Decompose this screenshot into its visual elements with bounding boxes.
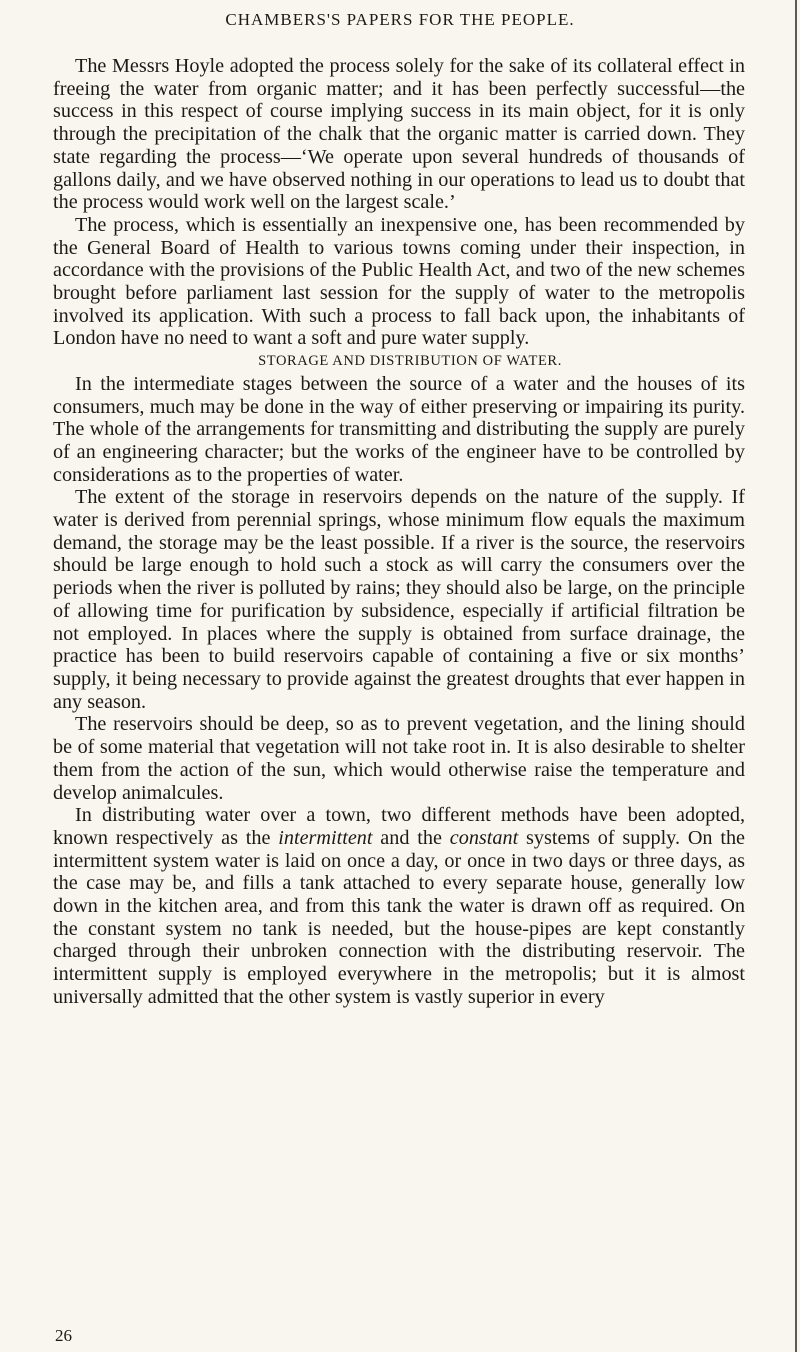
paragraph-reservoir-depth: The reservoirs should be deep, so as to prevent vegetation, and the lining should be of some material that vegetation will not take root in. It is also desirable to shelter them from the action of the sun, which would otherwise raise the temperature and develop animalcules. bbox=[53, 713, 745, 804]
paragraph-intermediate-stages: In the intermediate stages between the source of a water and the houses of its consumers, much may be done in the way of either preserving or impairing its purity. The whole of the arrangements for transmitting and distributing the supply are purely of an engineering character; but the works of the engineer have to be controlled by considerations as to the properties of water. bbox=[53, 372, 745, 486]
distribution-text-1: In distributing water over a town, two different methods have been adopted, known respectively as the bbox=[53, 804, 745, 849]
section-heading: STORAGE AND DISTRIBUTION OF WATER. bbox=[258, 353, 562, 370]
page-edge-line bbox=[795, 0, 797, 1352]
paragraph-hoyle-process: The Messrs Hoyle adopted the process solely for the sake of its collateral effect in freeing the water from organic matter; and it has been perfectly successful—the success in this respect of course implying success in its main object, for it is only through the precipitation of the chalk that the organic matter is carried down. They state regarding the process—‘We operate upon several hundreds of thousands of gallons daily, and we have observed nothing in our operations to lead us to doubt that the process would work well on the largest scale.’ bbox=[53, 55, 745, 214]
distribution-text-3: systems of supply. On the intermittent system water is laid on once a day, or once in two days or three days, as the case may be, and fills a tank attached to every separate house, generally low down in the kitchen area, and from this tank the water is drawn off as required. On the constant system no tank is needed, but the house-pipes are kept constantly charged through their unbroken connection with the distributing reservoir. The intermittent supply is employed everywhere in the metropolis; but it is almost universally admitted that the other system is vastly superior in every bbox=[53, 826, 745, 1008]
term-constant: constant bbox=[449, 826, 519, 849]
body-text bbox=[53, 55, 745, 1009]
term-intermittent: intermittent bbox=[278, 826, 373, 849]
paragraph-board-of-health: The process, which is essentially an inexpensive one, has been recommended by the General Board of Health to various towns coming under their inspection, in accordance with the provisions of the Public Health Act, and two of the new schemes brought before parliament last session for the supply of water to the metropolis involved its application. With such a process to fall back upon, the inhabitants of London have no need to want a soft and pure water supply. bbox=[53, 213, 745, 350]
page-number: 26 bbox=[55, 1326, 72, 1345]
paragraph-storage-extent: The extent of the storage in reservoirs depends on the nature of the supply. If water is derived from perennial springs, whose minimum flow equals the maximum demand, the storage may be the least possible. If a river is the source, the reservoirs should be large enough to hold such a stock as will carry the consumers over the periods when the river is polluted by rains; they should also be large, on the principle of allowing time for purification by subsidence, especially if artificial filtration be not employed. In places where the supply is obtained from surface drainage, the practice has been to build reservoirs capable of containing a five or six months’ supply, it being necessary to provide against the greatest droughts that ever happen in any season. bbox=[53, 486, 745, 713]
paragraph-distribution-systems bbox=[53, 804, 745, 1008]
running-head: CHAMBERS'S PAPERS FOR THE PEOPLE. bbox=[225, 10, 575, 29]
distribution-text-2: and the bbox=[372, 826, 450, 849]
